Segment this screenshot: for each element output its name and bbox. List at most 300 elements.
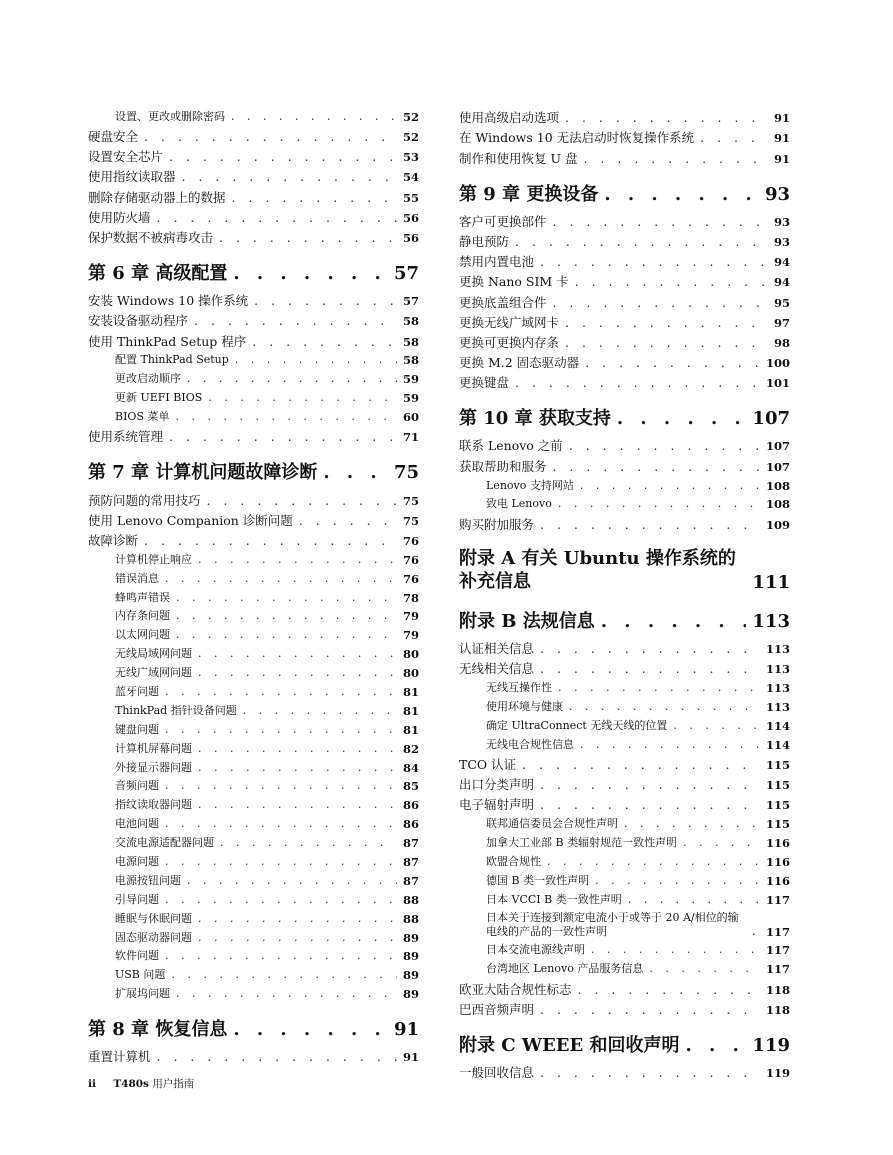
toc-entry-page: 56 [402,210,419,225]
toc-entry-page: 114 [765,737,790,752]
dot-leader [207,494,397,508]
toc-entry-page: 115 [765,757,790,772]
dot-leader [540,778,760,792]
toc-entry-title: 日本交流电源线声明 [486,943,585,957]
dot-leader [540,1066,760,1080]
toc-entry-page: 57 [393,263,419,285]
toc-entry[interactable] [459,330,790,350]
toc-entry[interactable] [459,1060,790,1080]
toc-entry-page: 116 [765,835,790,850]
toc-subentry[interactable] [88,642,419,661]
dot-leader [540,642,760,656]
toc-entry-title: 安装 Windows 10 操作系统 [88,293,249,309]
toc-entry-page: 85 [402,779,419,794]
toc-entry-title: 出口分类声明 [459,776,535,792]
toc-entry[interactable] [88,424,419,444]
toc-entry-page: 118 [765,982,790,997]
toc-entry-page: 89 [402,949,419,964]
toc-entry-page: 52 [402,130,419,145]
toc-subentry[interactable] [88,793,419,812]
footer-guide-title: 用户指南 [152,1078,195,1090]
dot-leader [575,275,768,289]
dot-leader [198,912,397,926]
toc-entry-title: 巴西音频声明 [459,1001,535,1017]
toc-subentry[interactable] [459,907,790,939]
dot-leader [558,497,760,511]
dot-leader [231,110,397,124]
toc-entry-page: 59 [402,391,419,406]
dot-leader [233,1020,388,1040]
toc-chapter-heading[interactable] [459,610,790,632]
toc-entry-title: 客户可更换部件 [459,213,547,229]
toc-subentry[interactable] [459,676,790,695]
toc-subentry[interactable] [88,386,419,405]
toc-entry-title: 认证相关信息 [459,640,535,656]
toc-entry[interactable] [459,976,790,996]
toc-entry-page: 117 [765,943,790,958]
toc-entry-page: 58 [402,353,419,368]
dot-leader [547,855,760,869]
toc-entry-title: 配置 ThinkPad Setup [115,353,229,367]
toc-entry-page: 101 [765,376,790,391]
toc-subentry[interactable] [88,405,419,424]
toc-entry-page: 55 [402,190,419,205]
dot-leader [553,215,768,229]
toc-entry-page: 78 [402,590,419,605]
toc-entry[interactable] [88,308,419,328]
dot-leader [187,372,397,386]
toc-entry-page: 116 [765,854,790,869]
toc-entry-title: 外接显示器问题 [115,760,192,774]
toc-entry-page: 93 [773,214,790,229]
toc-entry[interactable] [459,145,790,165]
toc-entry[interactable] [459,772,790,792]
toc-entry-title: 故障诊断 [88,532,139,548]
toc-entry[interactable] [88,1044,419,1064]
toc-entry-title: 更换键盘 [459,375,510,391]
toc-chapter-heading[interactable] [459,1034,790,1056]
toc-entry-page: 58 [402,314,419,329]
dot-leader [595,874,760,888]
toc-entry[interactable] [459,125,790,145]
toc-entry-page: 111 [752,571,790,593]
dot-leader [252,335,397,349]
toc-entry-title: 蓝牙问题 [115,685,159,699]
toc-entry[interactable] [88,487,419,507]
toc-entry-title: 保护数据不被病毒攻击 [88,230,214,246]
dot-leader [604,185,759,205]
toc-entry-page: 86 [402,798,419,813]
toc-entry[interactable] [88,184,419,204]
toc-subentry[interactable] [88,586,419,605]
toc-entry-title: 在 Windows 10 无法启动时恢复操作系统 [459,130,695,146]
toc-entry[interactable] [459,433,790,453]
toc-entry[interactable] [459,656,790,676]
toc-entry-page: 80 [402,666,419,681]
toc-subentry[interactable] [88,367,419,386]
dot-leader [673,719,760,733]
toc-entry-title: 键盘问题 [115,722,159,736]
toc-entry-page: 82 [402,741,419,756]
toc-entry-page: 91 [773,131,790,146]
dot-leader [569,700,760,714]
toc-subentry[interactable] [88,699,419,718]
toc-entry-title: 台湾地区 Lenovo 产品服务信息 [486,962,644,976]
toc-entry-title: 以太网问题 [115,628,170,642]
toc-entry-title: 计算机停止响应 [115,552,192,566]
toc-entry-page: 58 [402,334,419,349]
toc-entry-page: 107 [765,459,790,474]
toc-entry-title: 第 8 章 恢复信息 [88,1019,228,1041]
dot-leader [198,761,397,775]
toc-entry-title: 无线互操作性 [486,680,552,694]
toc-entry-title: 联邦通信委员会合规性声明 [486,816,618,830]
toc-entry-title: 附录 C WEEE 和回收声明 [459,1034,680,1056]
toc-entry-page: 100 [765,356,790,371]
toc-entry-title: 扩展坞问题 [115,987,170,1001]
dot-leader [198,798,397,812]
toc-entry-title: 更换底盖组合件 [459,294,547,310]
toc-entry-page: 53 [402,150,419,165]
dot-leader [565,316,768,330]
toc-entry[interactable] [459,453,790,473]
toc-entry-title: 更换 Nano SIM 卡 [459,274,569,290]
toc-chapter-heading[interactable] [459,549,790,593]
dot-leader [558,681,760,695]
dot-leader [553,296,768,310]
dot-leader [601,612,747,632]
dot-leader [176,609,397,623]
toc-subentry[interactable] [88,945,419,964]
toc-subentry[interactable] [88,680,419,699]
toc-subentry[interactable] [88,661,419,680]
toc-subentry[interactable] [88,567,419,586]
toc-entry-title: 第 9 章 更换设备 [459,183,599,205]
toc-subentry[interactable] [88,982,419,1001]
toc-entry-title: 购买附加服务 [459,516,535,532]
toc-entry-title: 附录 A 有关 Ubuntu 操作系统的补充信息 [459,547,736,592]
toc-subentry[interactable] [88,548,419,567]
toc-entry[interactable] [459,289,790,309]
toc-entry-title: 硬盘安全 [88,129,139,145]
toc-entry-page: 60 [402,410,419,425]
toc-entry-title: 使用高级启动选项 [459,110,560,126]
dot-leader [165,855,397,869]
toc-entry[interactable] [459,350,790,370]
toc-subentry[interactable] [88,737,419,756]
toc-entry-page: 91 [773,111,790,126]
toc-entry[interactable] [88,205,419,225]
toc-entry-page: 56 [402,231,419,246]
toc-entry-page: 86 [402,817,419,832]
toc-entry-title: BIOS 菜单 [115,410,170,424]
toc-subentry[interactable] [88,349,419,368]
dot-leader [254,294,397,308]
toc-chapter-heading[interactable] [459,407,790,429]
dot-leader [175,410,397,424]
dot-leader [182,170,397,184]
toc-right-column [459,105,790,1080]
dot-leader [624,817,760,831]
toc-entry-page: 80 [402,647,419,662]
toc-entry-page: 71 [402,430,419,445]
toc-subentry[interactable] [88,105,419,124]
toc-entry-title: TCO 认证 [459,756,517,772]
toc-entry-page: 81 [402,703,419,718]
toc-subentry[interactable] [459,888,790,907]
toc-subentry[interactable] [459,474,790,493]
toc-entry-title: 安装设备驱动程序 [88,313,189,329]
page-footer [88,1076,194,1091]
dot-leader [628,893,760,907]
toc-entry-page: 52 [402,109,419,124]
dot-leader [299,514,397,528]
toc-entry-title: 电源按钮问题 [115,873,181,887]
toc-entry[interactable] [88,124,419,144]
toc-entry-title: 无线相关信息 [459,660,535,676]
dot-leader [169,430,397,444]
toc-entry-title: 指纹读取器问题 [115,798,192,812]
toc-entry-page: 94 [773,275,790,290]
dot-leader [683,836,760,850]
toc-entry-page: 88 [402,892,419,907]
toc-entry[interactable] [88,144,419,164]
toc-entry-title: 更改启动顺序 [115,372,181,386]
toc-entry-title: Lenovo 支持网站 [486,478,574,492]
toc-entry-page: 59 [402,372,419,387]
dot-leader [165,685,397,699]
toc-entry[interactable] [459,229,790,249]
toc-entry-page: 118 [765,1002,790,1017]
toc-entry-title: 设置安全芯片 [88,149,164,165]
toc-entry-title: 使用 Lenovo Companion 诊断问题 [88,512,293,528]
toc-entry-page: 89 [402,968,419,983]
toc-entry-page: 115 [765,816,790,831]
dot-leader [165,572,397,586]
toc-subentry[interactable] [459,957,790,976]
toc-entry-page: 98 [773,335,790,350]
dot-leader [323,463,388,483]
dot-leader [540,1003,760,1017]
toc-entry[interactable] [459,310,790,330]
toc-entry-page: 91 [402,1050,419,1065]
dot-leader [144,534,397,548]
toc-entry-page: 57 [402,294,419,309]
toc-entry-title: 加拿大工业部 B 类辐射规范一致性声明 [486,835,678,849]
dot-leader [686,1036,747,1056]
dot-leader [165,893,397,907]
toc-entry[interactable] [459,370,790,390]
dot-leader [565,111,768,125]
dot-leader [569,439,760,453]
toc-entry[interactable] [459,511,790,531]
dot-leader [540,255,768,269]
toc-entry-title: 更换无线广域网卡 [459,314,560,330]
toc-entry[interactable] [459,209,790,229]
toc-entry[interactable] [459,792,790,812]
toc-subentry[interactable] [88,756,419,775]
dot-leader [220,836,397,850]
toc-entry-title: 内存条问题 [115,609,170,623]
toc-chapter-heading[interactable] [88,461,419,483]
toc-entry[interactable] [88,508,419,528]
toc-entry-title: 无线电合规性信息 [486,737,574,751]
toc-entry-page: 79 [402,609,419,624]
toc-entry[interactable] [459,636,790,656]
dot-leader [157,211,397,225]
toc-entry-title: 更新 UEFI BIOS [115,391,203,405]
toc-chapter-heading[interactable] [88,1018,419,1040]
toc-entry[interactable] [88,528,419,548]
toc-subentry[interactable] [459,493,790,512]
toc-entry-page: 88 [402,911,419,926]
dot-leader [219,231,397,245]
dot-leader [515,235,768,249]
dot-leader [198,647,397,661]
toc-entry-page: 81 [402,722,419,737]
toc-entry-title: 使用环境与健康 [486,699,563,713]
toc-entry[interactable] [88,225,419,245]
dot-leader [194,314,397,328]
toc-entry[interactable] [459,997,790,1017]
dot-leader [540,662,760,676]
toc-entry-page: 76 [402,533,419,548]
toc-subentry[interactable] [88,926,419,945]
toc-entry-title: 音频问题 [115,779,159,793]
toc-subentry[interactable] [88,907,419,926]
dot-leader [522,758,760,772]
toc-entry[interactable] [459,269,790,289]
dot-leader [540,798,760,812]
dot-leader [578,983,760,997]
toc-entry-page: 108 [765,478,790,493]
toc-entry-page: 87 [402,836,419,851]
toc-entry-page: 87 [402,855,419,870]
toc-entry-title: 电池问题 [115,817,159,831]
toc-entry[interactable] [459,249,790,269]
dot-leader [617,409,747,429]
dot-leader [752,925,760,939]
toc-subentry[interactable] [459,714,790,733]
toc-entry-page: 117 [765,892,790,907]
toc-entry-title: ThinkPad 指针设备问题 [115,703,237,717]
toc-entry-page: 113 [765,641,790,656]
toc-entry-page: 89 [402,987,419,1002]
dot-leader [583,152,768,166]
toc-entry-title: 第 7 章 计算机问题故障诊断 [88,462,318,484]
dot-leader [235,353,397,367]
toc-entry-page: 89 [402,930,419,945]
toc-subentry[interactable] [459,695,790,714]
toc-entry-page: 108 [765,497,790,512]
dot-leader [165,723,397,737]
toc-entry-page: 79 [402,628,419,643]
toc-entry-title: 日本关于连接到额定电流小于或等于 20 A/相位的输电线的产品的一致性声明 [486,910,739,938]
toc-chapter-heading[interactable] [88,262,419,284]
toc-subentry[interactable] [459,869,790,888]
toc-subentry[interactable] [88,718,419,737]
toc-subentry[interactable] [459,733,790,752]
toc-subentry[interactable] [88,963,419,982]
toc-entry-page: 116 [765,873,790,888]
dot-leader [198,666,397,680]
toc-entry-page: 84 [402,760,419,775]
dot-leader [700,131,768,145]
toc-entry-page: 113 [752,610,790,632]
toc-entry-title: 附录 B 法规信息 [459,610,595,632]
toc-entry-title: 电子辐射声明 [459,797,535,813]
toc-entry-title: 计算机屏幕问题 [115,741,192,755]
toc-subentry[interactable] [459,850,790,869]
toc-subentry[interactable] [88,869,419,888]
toc-entry[interactable] [88,164,419,184]
toc-subentry[interactable] [88,775,419,794]
toc-subentry[interactable] [88,623,419,642]
toc-entry-page: 107 [752,408,790,430]
toc-entry-title: 确定 UltraConnect 无线天线的位置 [486,718,668,732]
toc-entry-page: 109 [765,517,790,532]
toc-subentry[interactable] [88,888,419,907]
toc-entry-title: 第 6 章 高级配置 [88,263,228,285]
toc-chapter-heading[interactable] [459,183,790,205]
toc-subentry[interactable] [459,812,790,831]
toc-entry-page: 119 [752,1034,790,1056]
toc-entry-page: 97 [773,315,790,330]
toc-entry-title: 使用 ThinkPad Setup 程序 [88,333,247,349]
toc-entry-title: 电源问题 [115,855,159,869]
toc-entry[interactable] [88,328,419,348]
toc-subentry[interactable] [88,831,419,850]
toc-entry-title: 欧盟合规性 [486,854,541,868]
toc-subentry[interactable] [459,939,790,958]
toc-entry-title: 第 10 章 获取支持 [459,408,611,430]
toc-entry-title: 静电预防 [459,233,510,249]
toc-entry-page: 95 [773,295,790,310]
toc-entry-title: 使用指纹读取器 [88,169,176,185]
dot-leader [515,376,760,390]
dot-leader [198,553,397,567]
toc-entry-page: 91 [393,1019,419,1041]
toc-entry-page: 115 [765,798,790,813]
dot-leader [233,264,388,284]
toc-entry-page: 113 [765,699,790,714]
dot-leader [157,1050,397,1064]
toc-entry-title: 删除存储驱动器上的数据 [88,189,226,205]
toc-subentry[interactable] [88,812,419,831]
toc-entry-title: 无线广域网问题 [115,666,192,680]
toc-entry[interactable] [459,105,790,125]
toc-entry-title: 日本 VCCI B 类一致性声明 [486,892,622,906]
toc-entry-page: 117 [765,924,790,939]
toc-entry-title: 获取帮助和服务 [459,458,547,474]
toc-entry-page: 117 [765,962,790,977]
toc-entry-page: 107 [765,439,790,454]
toc-entry-page: 75 [402,493,419,508]
toc-entry[interactable] [88,288,419,308]
toc-entry[interactable] [459,752,790,772]
toc-entry-title: 使用系统管理 [88,429,164,445]
toc-subentry[interactable] [88,605,419,624]
dot-leader [540,518,760,532]
dot-leader [144,130,397,144]
toc-entry-page: 113 [765,680,790,695]
toc-subentry[interactable] [88,850,419,869]
toc-entry-page: 93 [764,183,790,205]
toc-subentry[interactable] [459,831,790,850]
toc-entry-title: 重置计算机 [88,1049,151,1065]
dot-leader [169,150,397,164]
toc-entry-title: 致电 Lenovo [486,497,552,511]
